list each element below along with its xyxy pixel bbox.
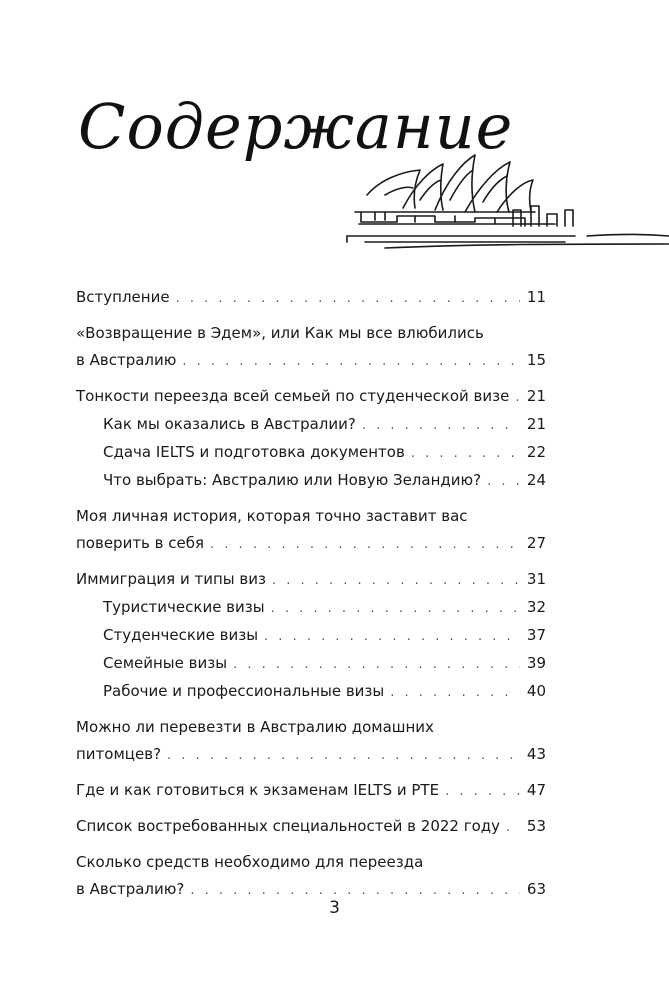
- toc-subentry: [76, 467, 546, 495]
- toc-entry-text: в Австралию?: [76, 880, 185, 898]
- dot-leader: [445, 778, 520, 805]
- dot-leader: [272, 567, 520, 594]
- toc-page-number: 27: [526, 534, 546, 552]
- toc-page-number: 32: [526, 598, 546, 616]
- dot-leader: [264, 623, 520, 650]
- toc-page-number: 31: [526, 570, 546, 588]
- toc-entry-text: Семейные визы: [103, 654, 228, 672]
- toc-page-number: 40: [526, 682, 546, 700]
- toc-entry: [76, 813, 546, 841]
- toc-entry-text: Список востребованных специальностей в 2022 году: [76, 817, 501, 835]
- toc-page-number: 37: [526, 626, 546, 644]
- toc-entry-text: Где и как готовиться к экзаменам IELTS и PTE: [76, 781, 440, 799]
- toc-entry: [76, 320, 546, 375]
- toc-entry: [76, 714, 546, 769]
- toc-subentry: [76, 622, 546, 650]
- toc-page-number: 43: [526, 745, 546, 763]
- dot-leader: [487, 468, 520, 495]
- page-number: 3: [329, 898, 340, 918]
- toc-page-number: 24: [526, 471, 546, 489]
- toc-entry-text: поверить в себя: [76, 534, 205, 552]
- toc-page-number: 15: [526, 351, 546, 369]
- dot-leader: [515, 384, 520, 411]
- dot-leader: [233, 651, 520, 678]
- dot-leader: [411, 440, 520, 467]
- toc-entry-text: Тонкости переезда всей семьей по студенческой визе: [76, 387, 510, 405]
- toc-entry-text: в Австралию: [76, 351, 177, 369]
- toc-entry-text: Моя личная история, которая точно заставит вас: [76, 507, 468, 525]
- dot-leader: [176, 285, 520, 312]
- toc-subentry: [76, 650, 546, 678]
- toc-entry-text: Студенческие визы: [103, 626, 259, 644]
- toc-entry-text: Сдача IELTS и подготовка документов: [103, 443, 405, 461]
- toc-entry-text: Иммиграция и типы виз: [76, 570, 266, 588]
- toc-entry: [76, 383, 546, 411]
- toc-entry-text: Туристические визы: [103, 598, 265, 616]
- toc-entry: [76, 503, 546, 558]
- dot-leader: [271, 595, 520, 622]
- toc-entry: [76, 777, 546, 805]
- toc-entry: [76, 284, 546, 312]
- toc-page-number: 21: [526, 387, 546, 405]
- toc-entry-text: Вступление: [76, 288, 170, 306]
- toc-entry-text: «Возвращение в Эдем», или Как мы все влюбились: [76, 324, 484, 342]
- toc-entry-text: питомцев?: [76, 745, 162, 763]
- toc-subentry: [76, 594, 546, 622]
- toc-page-number: 22: [526, 443, 546, 461]
- dot-leader: [390, 679, 520, 706]
- toc-entry-text: Можно ли перевезти в Австралию домашних: [76, 718, 434, 736]
- toc-page-number: 63: [526, 880, 546, 898]
- dot-leader: [182, 348, 520, 375]
- toc-entry-text: Сколько средств необходимо для переезда: [76, 853, 424, 871]
- dot-leader: [167, 742, 520, 769]
- toc-page-number: 47: [526, 781, 546, 799]
- dot-leader: [210, 531, 520, 558]
- toc-page-number: 39: [526, 654, 546, 672]
- page-title: Содержание: [78, 90, 514, 163]
- table-of-contents: [76, 284, 546, 904]
- toc-entry-text: Как мы оказались в Австралии?: [103, 415, 356, 433]
- toc-entry-text: Что выбрать: Австралию или Новую Зеландию?: [103, 471, 482, 489]
- toc-subentry: [76, 439, 546, 467]
- toc-entry: [76, 849, 546, 904]
- toc-subentry: [76, 678, 546, 706]
- toc-subentry: [76, 411, 546, 439]
- toc-page-number: 11: [526, 288, 546, 306]
- toc-entry-text: Рабочие и профессиональные визы: [103, 682, 385, 700]
- dot-leader: [362, 412, 520, 439]
- toc-page-number: 53: [526, 817, 546, 835]
- dot-leader: [506, 814, 520, 841]
- toc-page-number: 21: [526, 415, 546, 433]
- sydney-opera-house-illustration: [325, 140, 669, 265]
- toc-entry: [76, 566, 546, 594]
